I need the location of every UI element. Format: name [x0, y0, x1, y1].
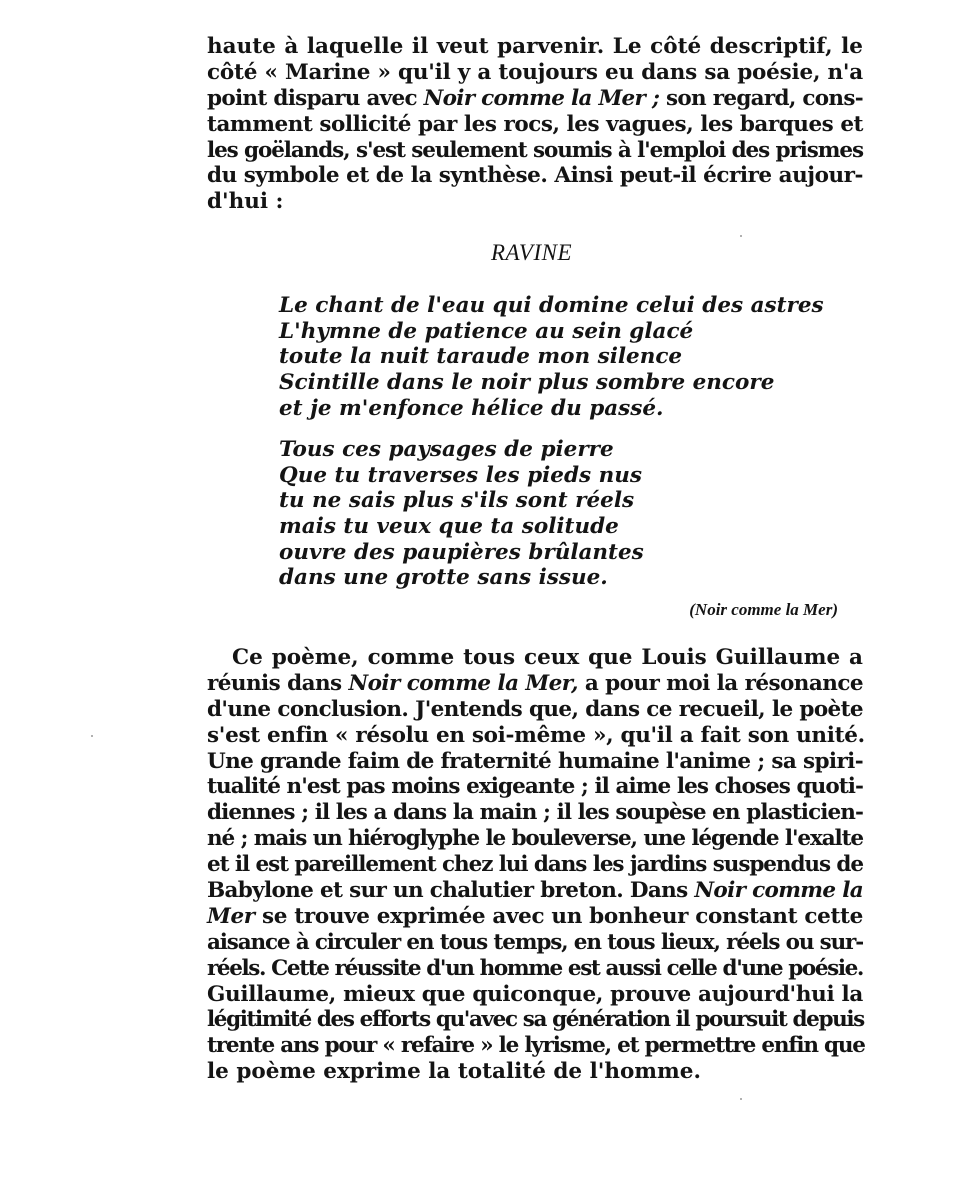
verse-line: Scintille dans le noir plus sombre encore [279, 370, 775, 396]
verse-line: toute la nuit taraude mon silence [279, 344, 683, 370]
text-line: né ; mais un hiéroglyphe le bouleverse, une légende l'exalte [207, 826, 863, 852]
verse-line: mais tu veux que ta solitude [279, 514, 619, 540]
text-line [207, 671, 863, 697]
text-run: se trouve exprimée avec un bonheur constant cette [254, 903, 863, 929]
verse-line: Que tu traverses les pieds nus [279, 462, 642, 488]
intro-paragraph [207, 34, 863, 215]
text-line: haute à laquelle il veut parvenir. Le côté descriptif, le [207, 34, 863, 59]
book-title-italic: Noir comme la Mer ; [423, 85, 660, 111]
text-run: point disparu avec [207, 85, 424, 111]
text-line: diennes ; il les a dans la main ; il les soupèse en plasticien- [207, 800, 863, 826]
text-line: tualité n'est pas moins exigeante ; il aime les choses quoti- [207, 774, 863, 800]
text-line: d'une conclusion. J'entends que, dans ce recueil, le poète [207, 696, 863, 722]
text-line: aisance à circuler en tous temps, en tous lieux, réels ou sur- [207, 929, 863, 955]
verse-line: Tous ces paysages de pierre [279, 437, 614, 462]
text-line: Une grande faim de fraternité humaine l'anime ; sa spiri- [207, 748, 863, 774]
poem-source-citation: (Noir comme la Mer) [689, 600, 838, 619]
text-run: Babylone et sur un chalutier breton. Dans [207, 878, 695, 904]
text-line: s'est enfin « résolu en soi-même », qu'il a fait son unité. [207, 722, 865, 748]
text-line: d'hui : [207, 189, 284, 215]
text-line: réels. Cette réussite d'un homme est aussi celle d'une poésie. [207, 955, 863, 981]
verse-line: et je m'enfonce hélice du passé. [279, 395, 664, 421]
book-title-italic: Noir comme la Mer, [348, 670, 578, 696]
text-line [207, 86, 863, 112]
text-line: légitimité des efforts qu'avec sa génération il poursuit depuis [207, 1007, 864, 1033]
text-line: Guillaume, mieux que quiconque, prouve aujourd'hui la [207, 981, 863, 1007]
text-line: tamment sollicité par les rocs, les vagues, les barques et [207, 111, 863, 137]
text-line: trente ans pour « refaire » le lyrisme, et permettre enfin que [207, 1033, 865, 1059]
text-line: du symbole et de la synthèse. Ainsi peut-il écrire aujour- [207, 163, 863, 189]
text-line: côté « Marine » qu'il y a toujours eu dans sa poésie, n'a [207, 59, 863, 85]
text-line: le poème exprime la totalité de l'homme. [207, 1059, 701, 1085]
text-run: son regard, cons- [659, 85, 863, 111]
scan-speck [740, 1098, 742, 1100]
verse-line: dans une grotte sans issue. [279, 565, 608, 591]
verse-line: ouvre des paupières brûlantes [279, 539, 644, 565]
verse-line: tu ne sais plus s'ils sont réels [279, 488, 635, 514]
text-run: réunis dans [207, 670, 349, 696]
poem-title: RAVINE [490, 240, 573, 265]
text-line: les goëlands, s'est seulement soumis à l'emploi des prismes [207, 137, 863, 163]
poem-stanza-1 [279, 293, 824, 421]
text-line: Ce poème, comme tous ceux que Louis Guillaume a [232, 645, 863, 670]
book-title-italic: Noir comme la [694, 878, 864, 904]
closing-paragraph [207, 645, 863, 1085]
scan-speck [91, 735, 93, 737]
text-line: et il est pareillement chez lui dans les jardins suspendus de [207, 852, 863, 878]
book-title-italic: Mer [207, 903, 255, 929]
verse-line: L'hymne de patience au sein glacé [279, 318, 694, 344]
poem-stanza-2 [279, 437, 644, 591]
text-run: a pour moi la résonance [577, 670, 863, 696]
verse-line: Le chant de l'eau qui domine celui des astres [279, 293, 824, 318]
text-line [207, 904, 863, 930]
scan-speck [740, 235, 742, 237]
text-line [207, 878, 863, 904]
